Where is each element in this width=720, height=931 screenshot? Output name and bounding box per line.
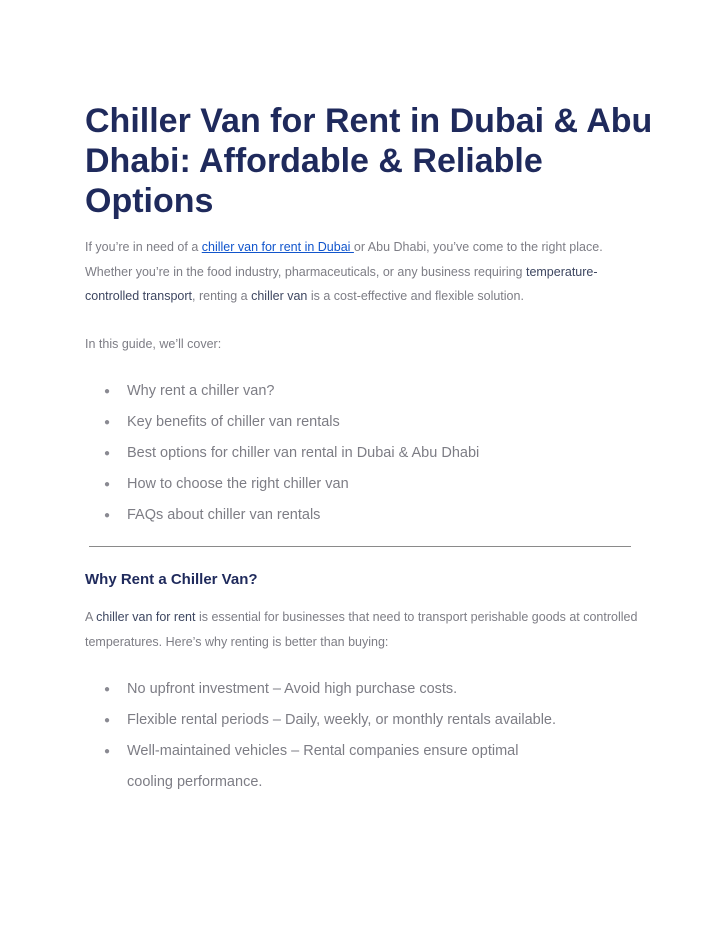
list-item-text: Flexible rental periods – Daily, weekly, or monthly rentals available. — [127, 712, 557, 728]
list-item — [104, 376, 479, 407]
chiller-van-dubai-link[interactable]: chiller van for rent in Dubai — [201, 240, 354, 254]
list-item-text: Why rent a chiller van? — [127, 383, 275, 399]
intro-text-1: If you’re in need of a — [85, 240, 202, 254]
why-text-1: A — [85, 610, 97, 624]
list-item-text: Well-maintained vehicles – Rental companies ensure optimal cooling performance. — [127, 743, 519, 790]
why-rent-heading: Why Rent a Chiller Van? — [85, 571, 258, 588]
bullet-icon: ● — [104, 510, 111, 521]
intro-paragraph — [85, 235, 645, 309]
benefits-list — [104, 674, 567, 798]
list-item — [104, 705, 567, 736]
bullet-icon: ● — [104, 746, 111, 757]
list-item — [104, 500, 479, 531]
list-item — [104, 407, 479, 438]
intro-text-4: is a cost-effective and flexible solution. — [307, 289, 524, 303]
temperature-controlled-transport-link[interactable]: temperature-controlled transport — [85, 264, 598, 303]
chiller-van-for-rent-link[interactable]: chiller van for rent — [96, 610, 196, 624]
page-title: Chiller Van for Rent in Dubai & Abu Dhabi: Affordable & Reliable Options — [85, 102, 653, 220]
list-item — [104, 736, 567, 798]
intro-text-3: , renting a — [192, 289, 252, 303]
horizontal-divider — [89, 546, 631, 547]
list-item-text: Best options for chiller van rental in Dubai & Abu Dhabi — [127, 445, 480, 461]
bullet-icon: ● — [104, 386, 111, 397]
list-item — [104, 469, 479, 500]
why-rent-paragraph — [85, 605, 640, 654]
list-item-text: FAQs about chiller van rentals — [127, 507, 321, 523]
guide-list — [104, 376, 479, 531]
bullet-icon: ● — [104, 684, 111, 695]
bullet-icon: ● — [104, 479, 111, 490]
intro-text-2: or Abu Dhabi, you’ve come to the right place. Whether you’re in the food industry, pharmaceuticals, or any business requiring — [85, 240, 603, 279]
list-item — [104, 438, 479, 469]
list-item-text: How to choose the right chiller van — [127, 476, 349, 492]
guide-intro: In this guide, we’ll cover: — [85, 337, 222, 351]
chiller-van-link[interactable]: chiller van — [251, 289, 308, 303]
why-text-2: is essential for businesses that need to transport perishable goods at controlled temperatures. Here’s why renting is better than buying: — [85, 610, 638, 649]
bullet-icon: ● — [104, 417, 111, 428]
list-item-text: Key benefits of chiller van rentals — [127, 414, 340, 430]
list-item — [104, 674, 567, 705]
bullet-icon: ● — [104, 715, 111, 726]
bullet-icon: ● — [104, 448, 111, 459]
list-item-text: No upfront investment – Avoid high purchase costs. — [127, 681, 458, 697]
